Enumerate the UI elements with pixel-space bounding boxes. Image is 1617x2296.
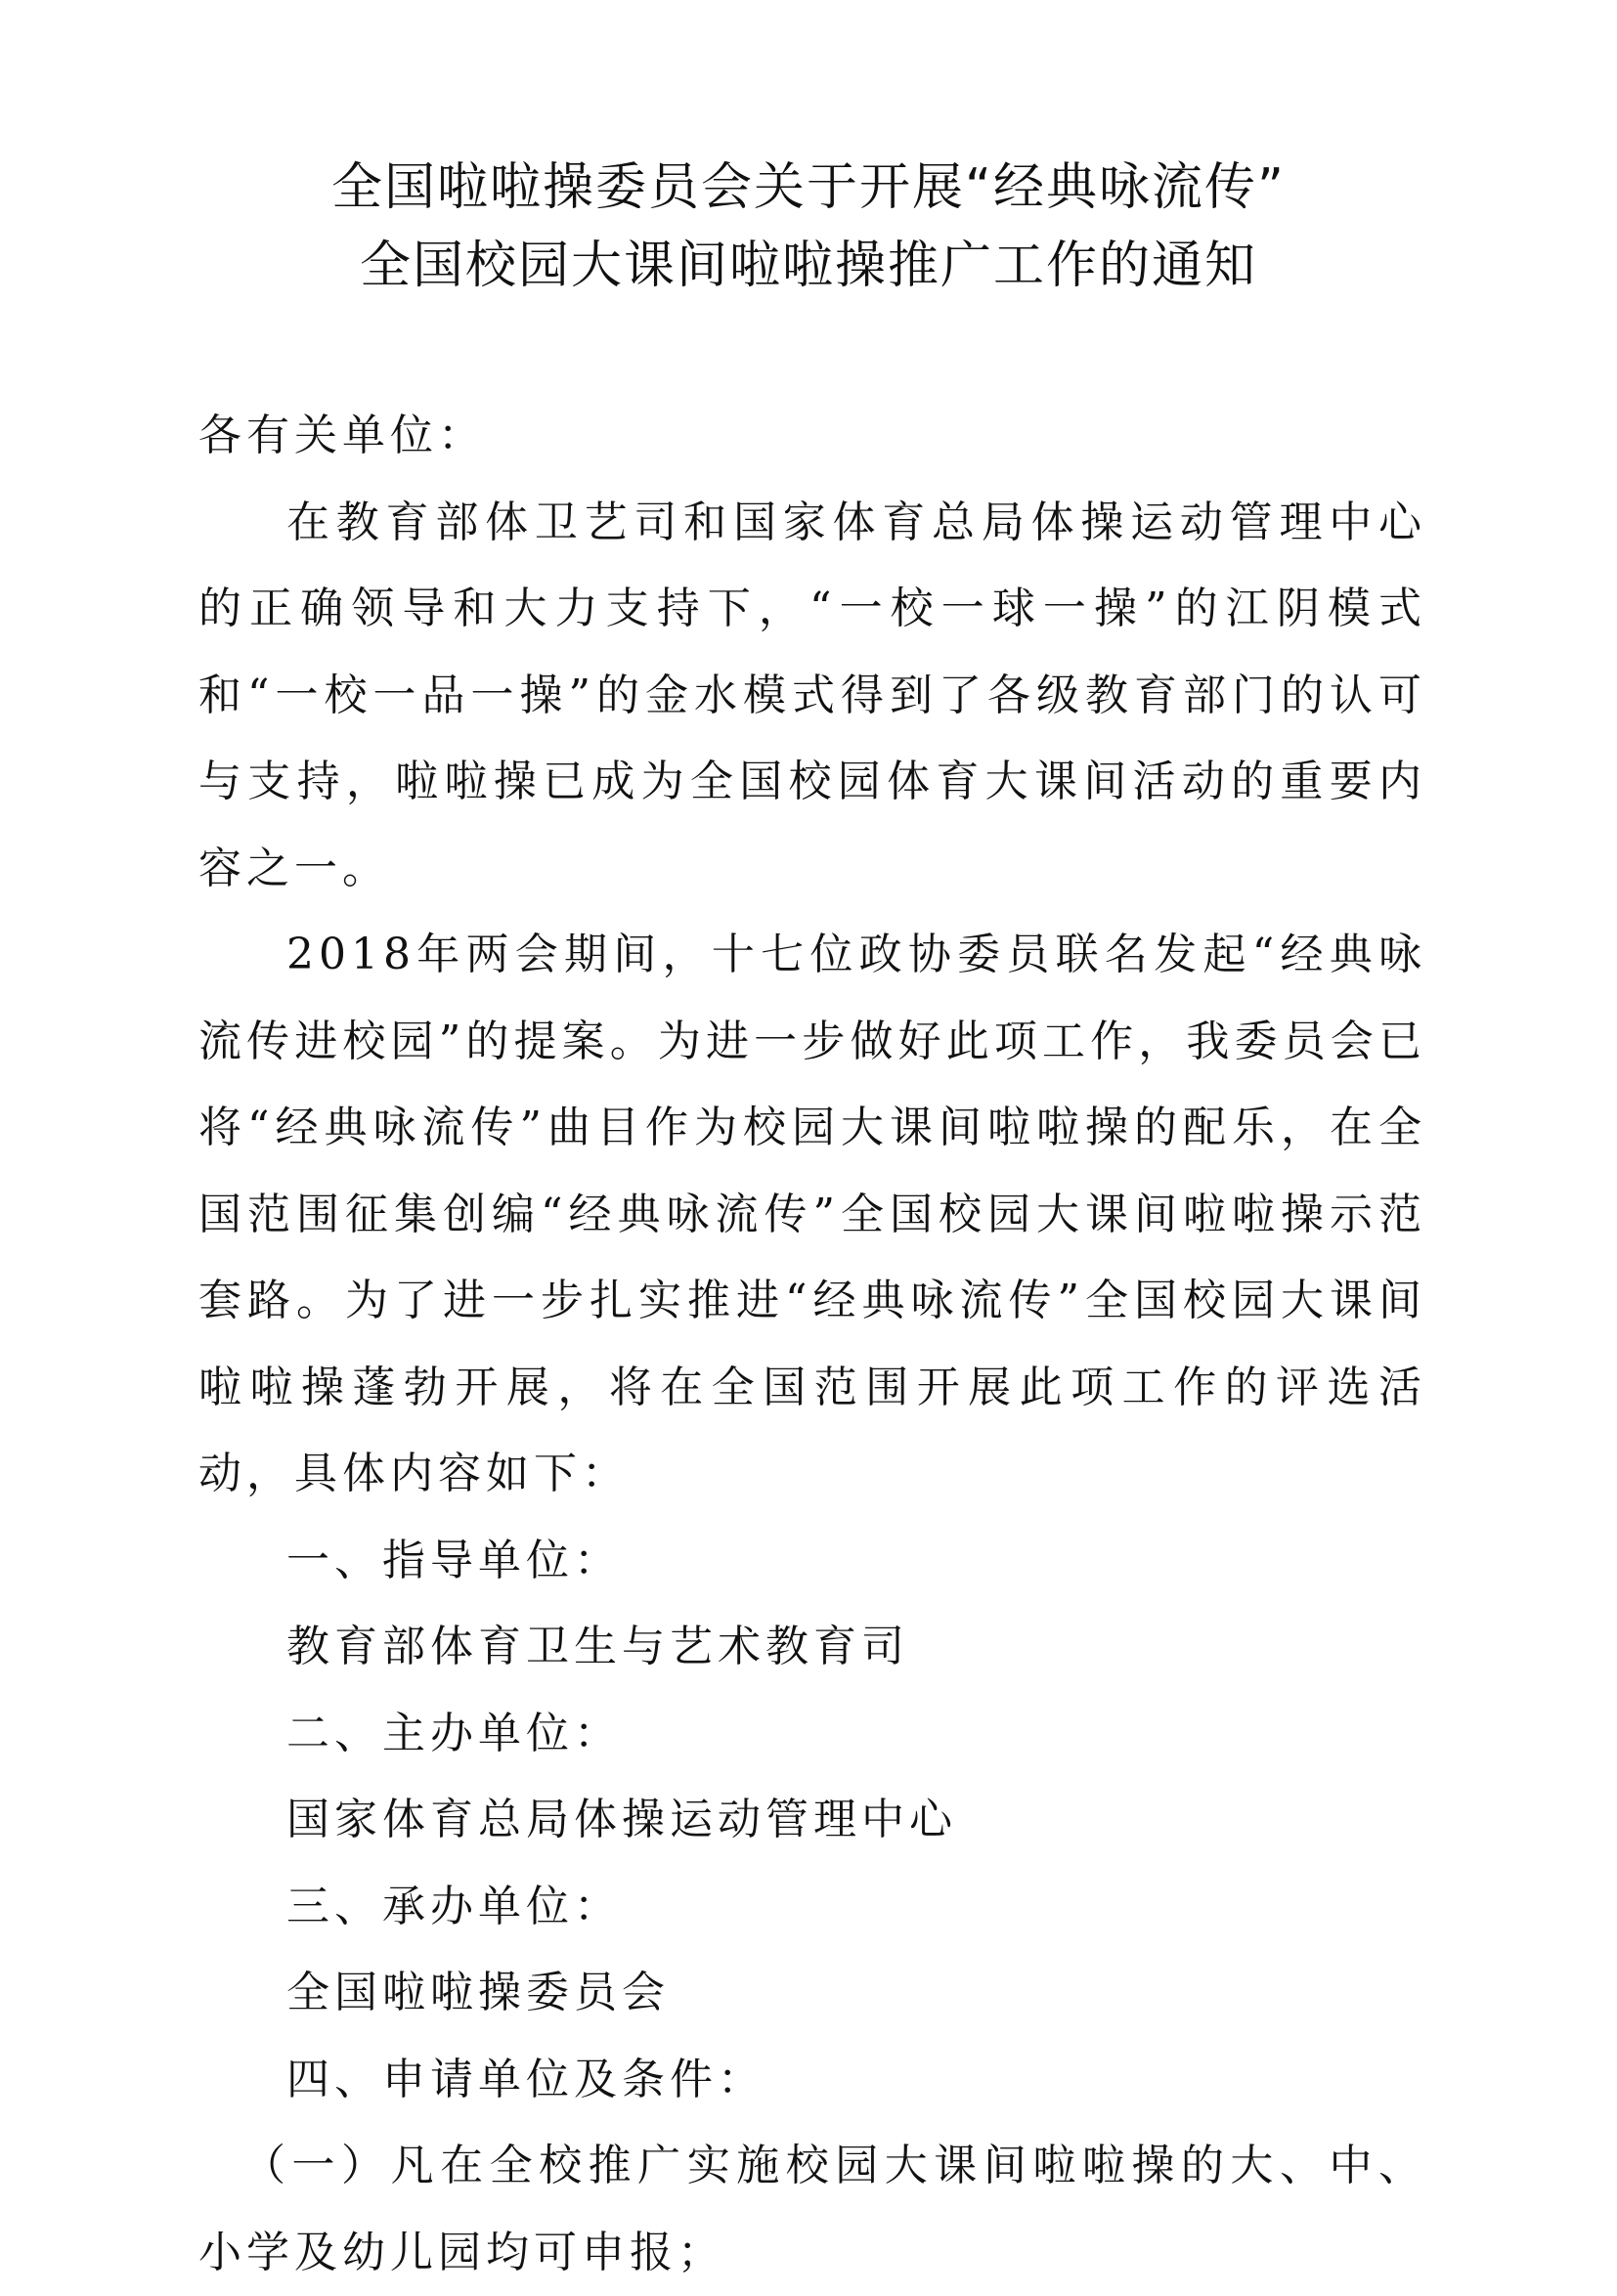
section-heading-organizer: 三、承办单位：: [286, 1881, 622, 1931]
section-heading-applicants: 四、申请单位及条件：: [286, 2054, 765, 2104]
document-title-line-2: 全国校园大课间啦啦操推广工作的通知: [359, 237, 1257, 295]
paragraph-background: 2018年两会期间，十七位政协委员联名发起“经典咏流传进校园”的提案。为进一步做好此项工作，我委员会已将“经典咏流传”曲目作为校园大课间啦啦操的配乐，在全国范围征集创编“经典咏流传”全国校园大课间啦啦操示范套路。为了进一步扎实推进“经典咏流传”全国校园大课间啦啦操蓬勃开展，将在全国范围开展此项工作的评选活动，具体内容如下：: [198, 930, 1426, 1498]
document-body: [198, 393, 1426, 2296]
section-content-organizer: 全国啦啦操委员会: [286, 1968, 670, 2017]
section-item-applicants-1: （一）凡在全校推广实施校园大课间啦啦操的大、中、小学及幼儿园均可申报；: [198, 2141, 1426, 2277]
document-title-line-1: 全国啦啦操委员会关于开展“经典咏流传”: [331, 158, 1286, 217]
paragraph-intro: 在教育部体卫艺司和国家体育总局体操运动管理中心的正确领导和大力支持下，“一校一球一操”的江阴模式和“一校一品一操”的金水模式得到了各级教育部门的认可与支持，啦啦操已成为全国校园体育大课间活动的重要内容之一。: [198, 497, 1426, 893]
section-heading-host-unit: 二、主办单位：: [286, 1708, 622, 1758]
salutation: 各有关单位：: [198, 411, 486, 460]
section-content-host-unit: 国家体育总局体操运动管理中心: [286, 1795, 957, 1844]
section-content-guiding-unit: 教育部体育卫生与艺术教育司: [286, 1622, 909, 1671]
section-heading-guiding-unit: 一、指导单位：: [286, 1535, 622, 1585]
